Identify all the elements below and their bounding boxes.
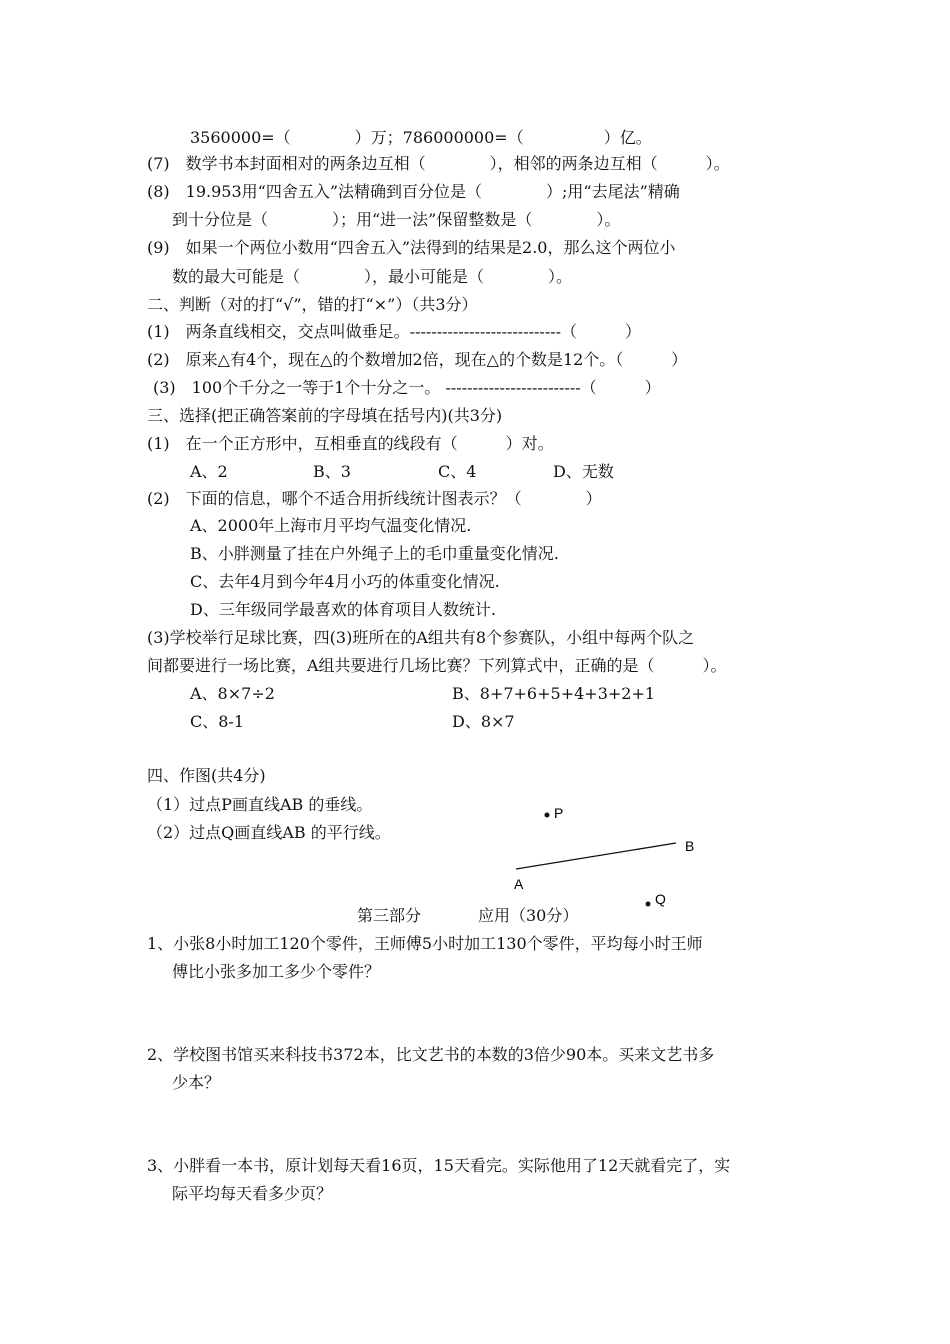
problem-2-line-2: 少本？ <box>172 1073 221 1092</box>
judge-heading: 二、判断（对的打“√”，错的打“×”）（共3分） <box>147 295 478 314</box>
part3-heading-label: 第三部分 <box>357 906 422 925</box>
choice-q3-option-b: B、8+7+6+5+4+3+2+1 <box>452 684 656 703</box>
point-q-label: Q <box>655 891 666 907</box>
problem-3-line-1: 3、小胖看一本书，原计划每天看16页，15天看完。实际他用了12天就看完了，实 <box>147 1156 731 1175</box>
point-p-label: P <box>554 805 564 821</box>
judge-item-3: (3) 100个千分之一等于1个十分之一。 -------------------------（ ） <box>153 378 661 397</box>
choice-heading: 三、选择(把正确答案前的字母填在括号内)(共3分) <box>147 406 503 425</box>
choice-q1-option-a: A、2 <box>190 462 228 481</box>
point-p-dot <box>545 813 550 818</box>
choice-q2-option-a: A、2000年上海市月平均气温变化情况. <box>190 516 472 535</box>
choice-q3-line-1: (3)学校举行足球比赛，四(3)班所在的A组共有8个参赛队，小组中每两个队之 <box>147 628 695 647</box>
point-b-label: B <box>685 838 695 854</box>
drawing-item-1: （1）过点P画直线AB 的垂线。 <box>147 795 373 814</box>
choice-q2-option-c: C、去年4月到今年4月小巧的体重变化情况. <box>190 572 500 591</box>
choice-q2-option-b: B、小胖测量了挂在户外绳子上的毛巾重量变化情况. <box>190 544 559 563</box>
part3-heading-title: 应用（30分） <box>478 906 579 925</box>
choice-q1-option-c: C、4 <box>438 462 477 481</box>
question-8-line-2: 到十分位是（ ）；用“进一法”保留整数是（ ）。 <box>172 210 621 229</box>
question-7: (7) 数学书本封面相对的两条边互相（ ），相邻的两条边互相（ ）。 <box>147 154 730 173</box>
judge-item-2: (2) 原来△有4个，现在△的个数增加2倍，现在△的个数是12个。（ ） <box>147 350 688 369</box>
choice-q3-line-2: 间都要进行一场比赛，A组共要进行几场比赛？下列算式中，正确的是（ ）。 <box>147 656 727 675</box>
choice-q2: (2) 下面的信息，哪个不适合用折线统计图表示？（ ） <box>147 489 602 508</box>
question-9-line-2: 数的最大可能是（ ），最小可能是（ ）。 <box>172 267 573 286</box>
choice-q1-option-d: D、无数 <box>553 462 614 481</box>
question-9-line-1: (9) 如果一个两位小数用“四舍五入”法得到的结果是2.0，那么这个两位小 <box>147 238 676 257</box>
drawing-heading: 四、作图(共4分) <box>147 766 266 785</box>
question-8-line-1: (8) 19.953用“四舍五入”法精确到百分位是（ ）;用“去尾法”精确 <box>147 182 680 201</box>
problem-1-line-1: 1、小张8小时加工120个零件，王师傅5小时加工130个零件，平均每小时王师 <box>147 934 703 953</box>
problem-2-line-1: 2、学校图书馆买来科技书372本，比文艺书的本数的3倍少90本。买来文艺书多 <box>147 1045 715 1064</box>
drawing-item-2: （2）过点Q画直线AB 的平行线。 <box>147 823 391 842</box>
problem-3-line-2: 际平均每天看多少页？ <box>172 1184 333 1203</box>
line-ab <box>516 843 676 869</box>
point-a-label: A <box>514 876 524 892</box>
choice-q1-option-b: B、3 <box>313 462 351 481</box>
choice-q2-option-d: D、三年级同学最喜欢的体育项目人数统计. <box>190 600 496 619</box>
point-q-dot <box>646 902 651 907</box>
unit-conversion-line: 3560000=（ ）万；786000000=（ ）亿。 <box>190 128 652 147</box>
choice-q1: (1) 在一个正方形中，互相垂直的线段有（ ）对。 <box>147 434 554 453</box>
choice-q3-option-c: C、8-1 <box>190 712 245 731</box>
judge-item-1: (1) 两条直线相交，交点叫做垂足。----------------------------（ ） <box>147 322 642 341</box>
problem-1-line-2: 傅比小张多加工多少个零件？ <box>172 962 381 981</box>
choice-q3-option-a: A、8×7÷2 <box>190 684 275 703</box>
choice-q3-option-d: D、8×7 <box>452 712 515 731</box>
